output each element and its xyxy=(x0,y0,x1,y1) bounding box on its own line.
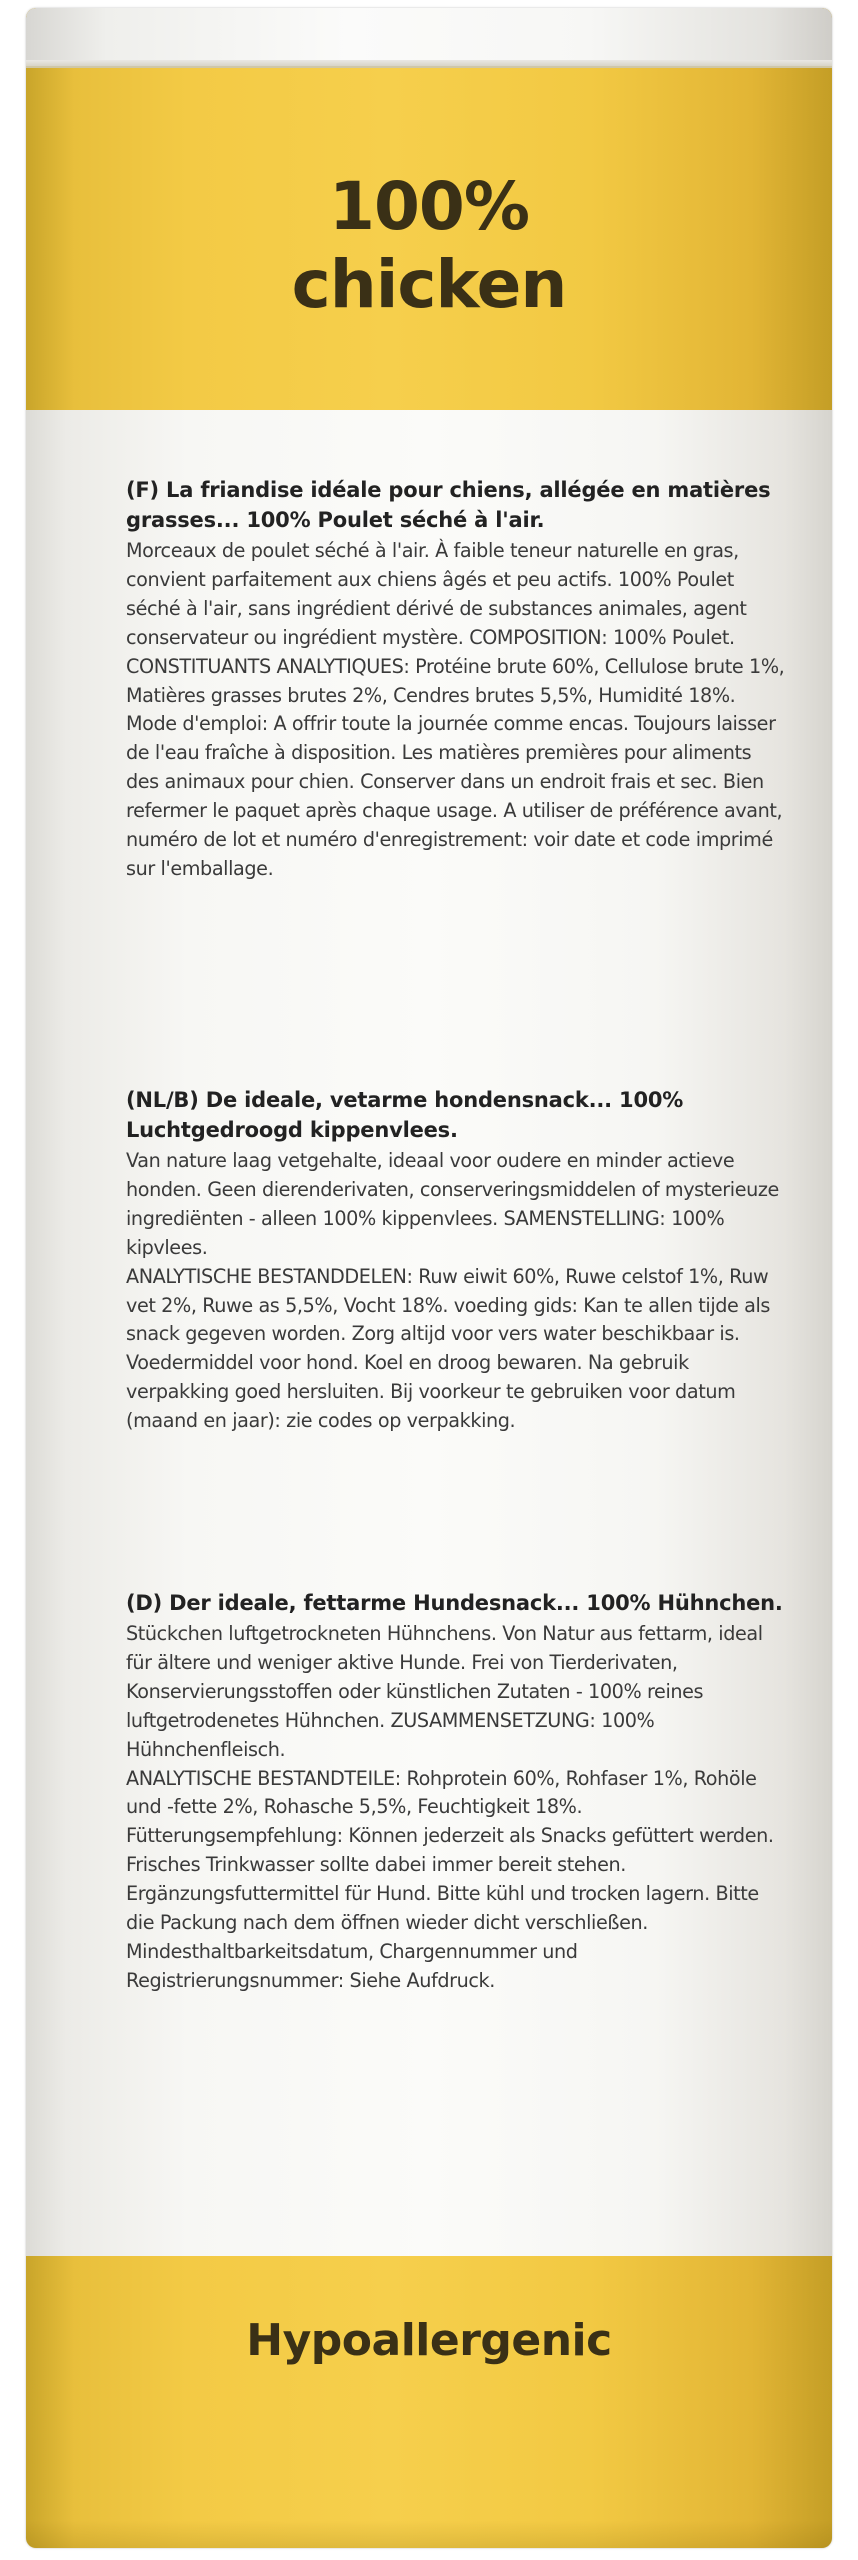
section-german-body: Stückchen luftgetrockneten Hühnchens. Von Natur aus fettarm, ideal für ältere und weniger aktive Hunde. Frei von Tierderivaten, Konservierungsstoffen oder künstlichen Zutaten - 100% reines luftgetrodenetes Hühnchen. ZUSAMMENSETZUNG: 100% Hühnchenfleisch. ANALYTISCHE BESTANDTEILE: Rohprotein 60%, Rohfaser 1%, Rohöle und -fette 2%, Rohasche 5,5%, Feuchtigkeit 18%. Fütterungsempfehlung: Können jederzeit als Snacks gefüttert werden. Frisches Trinkwasser sollte dabei immer bereit stehen. Ergänzungsfuttermittel für Hund. Bitte kühl und trocken lagern. Bitte die Packung nach dem öffnen wieder dicht verschließen. Mindesthaltbarkeitsdatum, Chargennummer und Registrierungsnummer: Siehe Aufdruck. xyxy=(126,1622,774,1992)
lid-ridge xyxy=(26,60,832,66)
title-line-chicken: chicken xyxy=(291,246,567,323)
section-dutch xyxy=(126,1085,786,1436)
hypoallergenic-label: Hypoallergenic xyxy=(246,2315,612,2366)
canister-lid xyxy=(26,8,832,68)
canister-bottom-rim xyxy=(26,2520,832,2548)
section-dutch-heading: (NL/B) De ideale, vetarme hondensnack... 100% Luchtgedroogd kippenvlees. xyxy=(126,1088,684,1142)
section-dutch-body: Van nature laag vetgehalte, ideaal voor oudere en minder actieve honden. Geen dierenderivaten, conserveringsmiddelen of mysterieuze ingrediënten - alleen 100% kippenvlees. SAMENSTELLING: 100% kipvlees. ANALYTISCHE BESTANDDELEN: Ruw eiwit 60%, Ruwe celstof 1%, Ruw vet 2%, Ruwe as 5,5%, Vocht 18%. voeding gids: Kan te allen tijde als snack gegeven worden. Zorg altijd voor vers water beschikbaar is. Voedermiddel voor hond. Koel en droog bewaren. Na gebruik verpakking goed hersluiten. Bij voorkeur te gebruiken voor datum (maand en jaar): zie codes op verpakking. xyxy=(126,1149,779,1433)
product-title xyxy=(26,168,832,324)
product-canister xyxy=(26,8,832,2548)
section-french-body: Morceaux de poulet séché à l'air. À faible teneur naturelle en gras, convient parfaitement aux chiens âgés et peu actifs. 100% Poulet séché à l'air, sans ingrédient dérivé de substances animales, agent conservateur ou ingrédient mystère. COMPOSITION: 100% Poulet. CONSTITUANTS ANALYTIQUES: Protéine brute 60%, Cellulose brute 1%, Matières grasses brutes 2%, Cendres brutes 5,5%, Humidité 18%. Mode d'emploi: A offrir toute la journée comme encas. Toujours laisser de l'eau fraîche à disposition. Les matières premières pour aliments des animaux pour chien. Conserver dans un endroit frais et sec. Bien refermer le paquet après chaque usage. A utiliser de préférence avant, numéro de lot et numéro d'enregistrement: voir date et code imprimé sur l'emballage. xyxy=(126,539,785,880)
section-german xyxy=(126,1588,786,1996)
section-french xyxy=(126,475,786,884)
section-german-heading: (D) Der ideale, fettarme Hundesnack... 100% Hühnchen. xyxy=(126,1591,783,1615)
section-french-heading: (F) La friandise idéale pour chiens, allégée en matières grasses... 100% Poulet séché à l'air. xyxy=(126,478,771,532)
title-line-percent: 100% xyxy=(329,168,529,245)
